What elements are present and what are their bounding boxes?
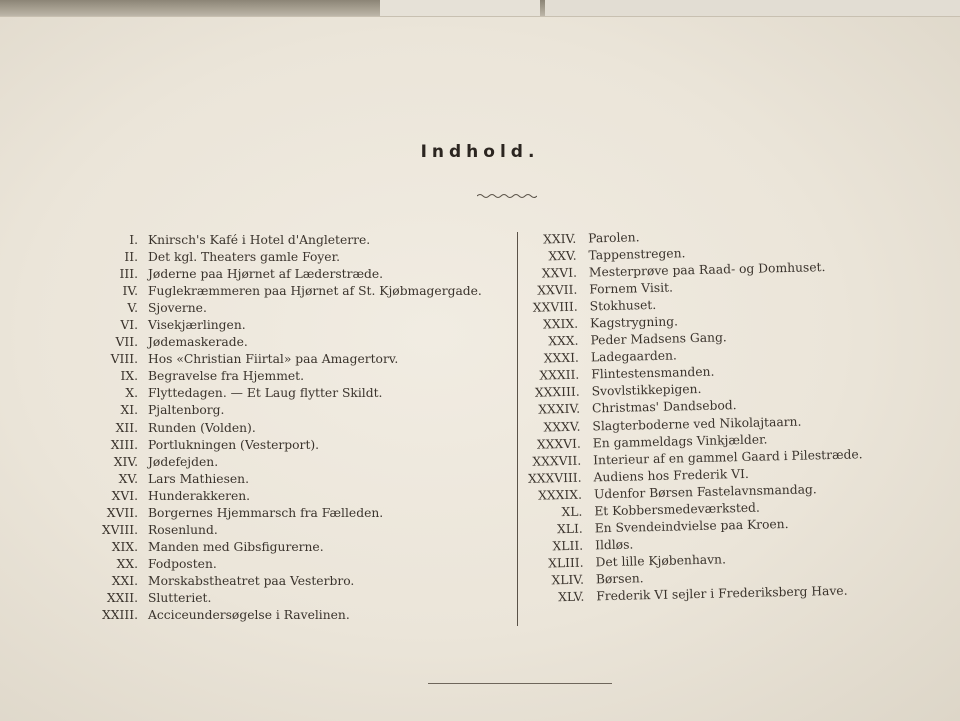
toc-entry-title: Knirsch's Kafé i Hotel d'Angleterre. xyxy=(148,233,371,247)
toc-entry-title: Udenfor Børsen Fastelavnsmandag. xyxy=(593,482,817,502)
toc-entry-number: XLI. xyxy=(556,521,583,537)
toc-entry-title: Børsen. xyxy=(595,571,644,587)
toc-entry xyxy=(70,368,510,385)
toc-entry xyxy=(70,266,510,283)
toc-entry-number: X. xyxy=(125,386,138,401)
toc-entry-number: XXXV. xyxy=(543,419,581,435)
toc-entry-number: I. xyxy=(129,233,138,247)
toc-entry-title: Visekjærlingen. xyxy=(148,318,246,333)
toc-entry-number: XXXVI. xyxy=(536,436,581,452)
toc-entry-number: XXIX. xyxy=(542,316,579,332)
toc-entry-number: XVIII. xyxy=(101,522,138,537)
toc-entry-title: Rosenlund. xyxy=(148,522,218,537)
toc-entry-number: XVI. xyxy=(111,488,138,503)
toc-entry-number: XXIII. xyxy=(102,608,138,623)
toc-entry-title: Interieur af en gammel Gaard i Pilestræde. xyxy=(593,446,863,468)
page-title: Indhold. xyxy=(420,142,540,162)
toc-entry-title: Peder Madsens Gang. xyxy=(590,330,727,348)
toc-entry xyxy=(70,283,510,300)
toc-entry-number: XXXII. xyxy=(539,368,580,383)
toc-entry-title: Fodposten. xyxy=(148,556,217,571)
toc-entry xyxy=(70,471,510,488)
toc-entry xyxy=(70,385,510,402)
toc-entry-title: Et Kobbersmedeværksted. xyxy=(594,500,760,519)
toc-entry-number: III. xyxy=(119,267,138,282)
toc-entry-number: IX. xyxy=(120,369,138,384)
toc-entry-title: Svovlstikkepigen. xyxy=(591,382,702,399)
toc-entry-title: Runden (Volden). xyxy=(148,420,256,435)
toc-entry-title: Lars Mathiesen. xyxy=(148,471,250,486)
toc-entry-number: VI. xyxy=(120,318,138,333)
toc-entry-title: Borgernes Hjemmarsch fra Fælleden. xyxy=(148,505,384,520)
toc-entry-number: XXVIII. xyxy=(532,299,578,315)
toc-entry-title: Christmas' Dandsebod. xyxy=(591,398,737,416)
toc-entry-number: XXI. xyxy=(111,573,138,588)
toc-entry-title: Stokhuset. xyxy=(589,298,657,314)
toc-entry-number: VII. xyxy=(115,335,138,350)
toc-entry-number: XX. xyxy=(116,556,138,571)
toc-entry-number: XXII. xyxy=(106,590,138,605)
toc-entry-title: Kagstrygning. xyxy=(589,314,679,331)
toc-entry-number: IV. xyxy=(122,284,138,299)
toc-entry xyxy=(70,334,510,351)
toc-entry xyxy=(70,420,510,437)
toc-entry-title: Jødemaskerade. xyxy=(148,335,248,350)
toc-entry-title: Mesterprøve paa Raad- og Domhuset. xyxy=(588,260,826,280)
toc-entry-title: Hos «Christian Fiirtal» paa Amagertorv. xyxy=(148,352,399,367)
toc-entry-number: XXXIII. xyxy=(534,385,580,401)
toc-entry-title: Sjoverne. xyxy=(148,301,207,316)
title-ornament-icon xyxy=(477,192,537,200)
bottom-rule xyxy=(428,683,612,684)
toc-entry-title: Fornem Visit. xyxy=(589,280,674,297)
toc-entry-title: Ladegaarden. xyxy=(590,348,678,365)
toc-entry-title: Audiens hos Frederik VI. xyxy=(593,466,749,485)
toc-entry-title: Flintestensmanden. xyxy=(591,365,715,382)
toc-entry xyxy=(70,573,510,590)
toc-entry-number: II. xyxy=(124,250,138,265)
toc-entry xyxy=(70,539,510,556)
toc-entry-title: Det lille Kjøbenhavn. xyxy=(595,552,727,570)
toc-entry xyxy=(70,607,510,624)
toc-entry xyxy=(70,249,510,266)
toc-entry xyxy=(70,590,510,607)
toc-entry-title: Slagterboderne ved Nikolajtaarn. xyxy=(592,414,802,433)
toc-entry-number: XXIV. xyxy=(543,231,577,247)
toc-entry-title: Fuglekræmmeren paa Hjørnet af St. Kjøbmagergade. xyxy=(148,284,482,299)
toc-entry-title: Manden med Gibsfigurerne. xyxy=(148,539,324,554)
toc-entry-title: Portlukningen (Vesterport). xyxy=(148,437,320,452)
toc-entry-number: V. xyxy=(127,301,138,316)
toc-entry-title: En Svendeindvielse paa Kroen. xyxy=(594,516,789,536)
toc-entry xyxy=(70,437,510,454)
toc-entry xyxy=(70,454,510,471)
toc-entry xyxy=(70,317,510,334)
toc-entry xyxy=(70,351,510,368)
toc-entry-number: XLII. xyxy=(552,538,584,554)
toc-entry-number: XV. xyxy=(118,471,138,486)
toc-entry-number: XXVI. xyxy=(541,265,578,281)
toc-entry-number: XII. xyxy=(115,420,138,435)
toc-entry-title: Parolen. xyxy=(588,230,640,246)
toc-entry-number: XXXIX. xyxy=(538,487,583,503)
toc-entry-title: Slutteriet. xyxy=(148,590,212,605)
toc-entry-title: Frederik VI sejler i Frederiksberg Have. xyxy=(596,583,848,604)
toc-entry-number: XI. xyxy=(120,403,138,418)
toc-entry-number: VIII. xyxy=(110,352,138,367)
toc-entry-title: Flyttedagen. — Et Laug flytter Skildt. xyxy=(148,386,383,401)
toc-entry-title: Hunderakkeren. xyxy=(148,488,251,503)
toc-entry-number: XXV. xyxy=(548,248,577,264)
toc-entry-title: Jøderne paa Hjørnet af Læderstræde. xyxy=(148,267,384,282)
toc-entry-title: Tappenstregen. xyxy=(588,246,686,263)
toc-right-column xyxy=(520,224,868,607)
toc-entry-number: XL. xyxy=(561,504,583,519)
toc-left-column xyxy=(70,232,510,624)
toc-entry-number: XIV. xyxy=(113,454,138,469)
toc-entry-title: Begravelse fra Hjemmet. xyxy=(148,369,304,384)
toc-entry xyxy=(70,232,510,249)
toc-entry-title: En gammeldags Vinkjælder. xyxy=(592,432,768,450)
toc-entry-number: XLIII. xyxy=(547,555,584,571)
toc-entry-number: XXXVIII. xyxy=(527,470,582,486)
toc-entry xyxy=(70,505,510,522)
column-divider xyxy=(517,232,518,626)
toc-entry xyxy=(70,556,510,573)
toc-entry-title: Jødefejden. xyxy=(148,454,219,469)
toc-entry xyxy=(70,522,510,539)
toc-entry xyxy=(70,488,510,505)
toc-entry-number: XXVII. xyxy=(537,282,578,298)
toc-entry-number: XXXI. xyxy=(543,351,580,366)
toc-entry-number: XVII. xyxy=(106,505,138,520)
toc-entry-title: Det kgl. Theaters gamle Foyer. xyxy=(148,250,341,265)
toc-entry-number: XLV. xyxy=(558,589,585,605)
toc-entry-number: XLIV. xyxy=(551,572,585,588)
toc-entry-title: Acciceundersøgelse i Ravelinen. xyxy=(148,608,350,623)
toc-entry xyxy=(70,402,510,419)
toc-entry-number: XXX. xyxy=(548,333,579,349)
toc-entry-title: Pjaltenborg. xyxy=(148,403,225,418)
toc-entry-number: XIII. xyxy=(110,437,138,452)
toc-entry-number: XIX. xyxy=(111,539,138,554)
toc-entry xyxy=(70,300,510,317)
toc-entry-number: XXXVII. xyxy=(532,453,582,469)
toc-entry-title: Ildløs. xyxy=(594,537,634,553)
toc-entry-title: Morskabstheatret paa Vesterbro. xyxy=(148,573,355,588)
toc-entry-number: XXXIV. xyxy=(538,402,581,418)
